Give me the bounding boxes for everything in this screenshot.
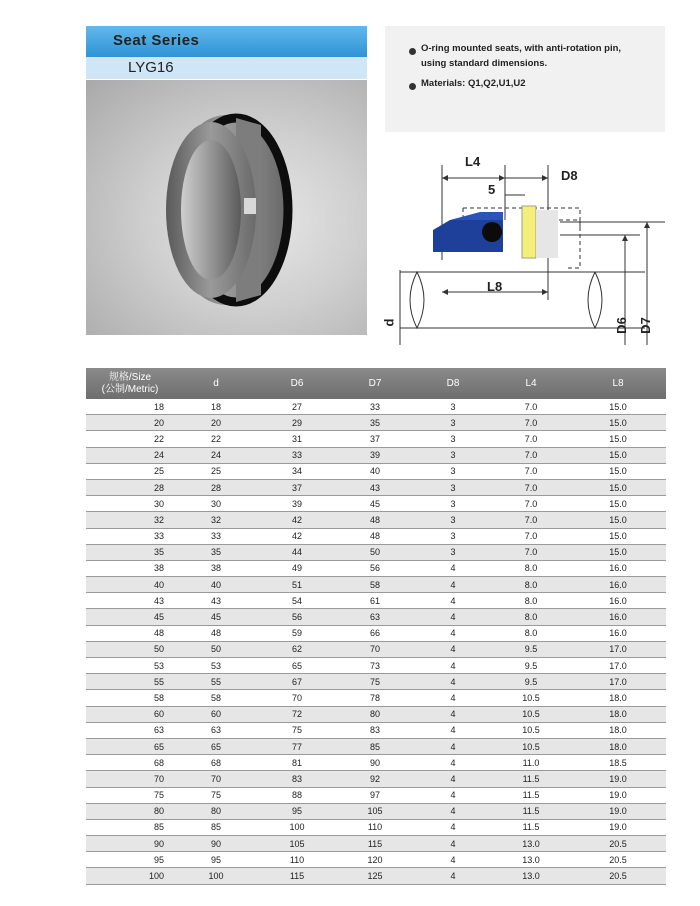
series-title: Seat Series xyxy=(113,32,200,49)
feature-line-1: O-ring mounted seats, with anti-rotation pin, xyxy=(421,43,622,54)
table-cell: 18 xyxy=(174,399,258,415)
table-cell: 67 xyxy=(258,674,336,690)
feature-panel xyxy=(385,26,665,132)
table-cell: 33 xyxy=(174,528,258,544)
header-d6: D6 xyxy=(258,368,336,399)
table-cell: 83 xyxy=(336,722,414,738)
table-cell: 48 xyxy=(86,625,174,641)
table-cell: 65 xyxy=(174,738,258,754)
table-cell: 10.5 xyxy=(492,706,570,722)
table-cell: 3 xyxy=(414,528,492,544)
seat-section-diagram xyxy=(385,140,665,345)
table-row xyxy=(86,868,666,884)
table-cell: 15.0 xyxy=(570,399,666,415)
table-cell: 75 xyxy=(86,787,174,803)
header-d: d xyxy=(174,368,258,399)
table-cell: 43 xyxy=(86,593,174,609)
table-cell: 4 xyxy=(414,658,492,674)
feature-line-2: using standard dimensions. xyxy=(421,58,548,69)
table-body xyxy=(86,399,666,884)
table-cell: 72 xyxy=(258,706,336,722)
table-cell: 54 xyxy=(258,593,336,609)
table-cell: 3 xyxy=(414,463,492,479)
table-cell: 4 xyxy=(414,593,492,609)
header-d8: D8 xyxy=(414,368,492,399)
table-row xyxy=(86,609,666,625)
table-cell: 105 xyxy=(258,836,336,852)
table-cell: 53 xyxy=(86,658,174,674)
table-cell: 40 xyxy=(86,577,174,593)
table-cell: 81 xyxy=(258,755,336,771)
table-row xyxy=(86,431,666,447)
table-cell: 48 xyxy=(336,512,414,528)
table-cell: 7.0 xyxy=(492,463,570,479)
table-cell: 19.0 xyxy=(570,787,666,803)
bullet-icon xyxy=(409,83,416,90)
bullet-icon xyxy=(409,48,416,55)
table-cell: 90 xyxy=(174,836,258,852)
label-d: d xyxy=(381,318,397,327)
table-cell: 3 xyxy=(414,399,492,415)
table-row xyxy=(86,722,666,738)
table-cell: 11.5 xyxy=(492,803,570,819)
table-cell: 35 xyxy=(86,544,174,560)
table-cell: 49 xyxy=(258,560,336,576)
table-cell: 120 xyxy=(336,852,414,868)
table-cell: 4 xyxy=(414,738,492,754)
table-cell: 7.0 xyxy=(492,528,570,544)
table-cell: 4 xyxy=(414,577,492,593)
table-cell: 3 xyxy=(414,415,492,431)
table-cell: 16.0 xyxy=(570,577,666,593)
table-cell: 8.0 xyxy=(492,593,570,609)
table-cell: 35 xyxy=(174,544,258,560)
table-cell: 15.0 xyxy=(570,528,666,544)
table-cell: 68 xyxy=(86,755,174,771)
table-cell: 3 xyxy=(414,512,492,528)
table-cell: 56 xyxy=(258,609,336,625)
model-name: LYG16 xyxy=(128,59,174,76)
table-cell: 32 xyxy=(174,512,258,528)
table-row xyxy=(86,771,666,787)
table-row xyxy=(86,544,666,560)
table-cell: 60 xyxy=(86,706,174,722)
table-cell: 70 xyxy=(336,641,414,657)
table-cell: 4 xyxy=(414,690,492,706)
table-cell: 10.5 xyxy=(492,722,570,738)
table-cell: 18.0 xyxy=(570,706,666,722)
dimension-table xyxy=(86,368,666,885)
table-row xyxy=(86,658,666,674)
table-cell: 42 xyxy=(258,528,336,544)
table-cell: 20.5 xyxy=(570,868,666,884)
table-cell: 75 xyxy=(336,674,414,690)
table-cell: 18.0 xyxy=(570,738,666,754)
table-cell: 4 xyxy=(414,706,492,722)
table-cell: 4 xyxy=(414,722,492,738)
table-cell: 28 xyxy=(174,479,258,495)
table-cell: 73 xyxy=(336,658,414,674)
table-row xyxy=(86,706,666,722)
table-cell: 92 xyxy=(336,771,414,787)
table-cell: 83 xyxy=(258,771,336,787)
table-cell: 85 xyxy=(86,819,174,835)
table-cell: 70 xyxy=(86,771,174,787)
table-cell: 50 xyxy=(86,641,174,657)
table-cell: 15.0 xyxy=(570,431,666,447)
table-cell: 4 xyxy=(414,674,492,690)
table-cell: 20 xyxy=(174,415,258,431)
table-row xyxy=(86,819,666,835)
table-cell: 13.0 xyxy=(492,868,570,884)
header-d7: D7 xyxy=(336,368,414,399)
table-cell: 30 xyxy=(86,496,174,512)
table-cell: 15.0 xyxy=(570,463,666,479)
table-cell: 15.0 xyxy=(570,496,666,512)
table-cell: 15.0 xyxy=(570,447,666,463)
table-cell: 95 xyxy=(86,852,174,868)
header-l4: L4 xyxy=(492,368,570,399)
table-cell: 4 xyxy=(414,755,492,771)
table-cell: 63 xyxy=(336,609,414,625)
table-cell: 115 xyxy=(258,868,336,884)
table-cell: 62 xyxy=(258,641,336,657)
table-cell: 48 xyxy=(174,625,258,641)
product-photo xyxy=(86,80,367,335)
technical-drawing xyxy=(381,140,665,345)
table-row xyxy=(86,528,666,544)
table-cell: 100 xyxy=(258,819,336,835)
table-cell: 40 xyxy=(336,463,414,479)
table-cell: 11.0 xyxy=(492,755,570,771)
table-cell: 3 xyxy=(414,496,492,512)
table-cell: 51 xyxy=(258,577,336,593)
table-cell: 110 xyxy=(258,852,336,868)
table-cell: 38 xyxy=(86,560,174,576)
table-cell: 11.5 xyxy=(492,771,570,787)
label-5: 5 xyxy=(488,182,496,197)
table-cell: 100 xyxy=(174,868,258,884)
table-cell: 85 xyxy=(174,819,258,835)
table-cell: 4 xyxy=(414,609,492,625)
table-cell: 16.0 xyxy=(570,625,666,641)
table-cell: 9.5 xyxy=(492,674,570,690)
table-cell: 19.0 xyxy=(570,771,666,787)
table-cell: 33 xyxy=(336,399,414,415)
table-cell: 10.5 xyxy=(492,738,570,754)
table-cell: 28 xyxy=(86,479,174,495)
table-cell: 27 xyxy=(258,399,336,415)
table-cell: 68 xyxy=(174,755,258,771)
table-cell: 7.0 xyxy=(492,447,570,463)
table-cell: 56 xyxy=(336,560,414,576)
table-cell: 3 xyxy=(414,479,492,495)
table-cell: 34 xyxy=(258,463,336,479)
table-cell: 15.0 xyxy=(570,479,666,495)
table-cell: 95 xyxy=(174,852,258,868)
table-row xyxy=(86,738,666,754)
table-cell: 4 xyxy=(414,641,492,657)
table-row xyxy=(86,625,666,641)
table-cell: 4 xyxy=(414,836,492,852)
table-cell: 16.0 xyxy=(570,609,666,625)
header-size-cn: 规格/Size xyxy=(108,371,152,383)
table-cell: 15.0 xyxy=(570,415,666,431)
table-cell: 8.0 xyxy=(492,560,570,576)
table-cell: 3 xyxy=(414,431,492,447)
table-cell: 58 xyxy=(336,577,414,593)
table-cell: 31 xyxy=(258,431,336,447)
table-row xyxy=(86,577,666,593)
table-cell: 40 xyxy=(174,577,258,593)
table-cell: 13.0 xyxy=(492,852,570,868)
table-cell: 4 xyxy=(414,803,492,819)
table-cell: 9.5 xyxy=(492,658,570,674)
table-cell: 48 xyxy=(336,528,414,544)
table-row xyxy=(86,836,666,852)
label-l8: L8 xyxy=(487,279,503,294)
table-cell: 7.0 xyxy=(492,496,570,512)
table-cell: 50 xyxy=(174,641,258,657)
table-cell: 42 xyxy=(258,512,336,528)
table-cell: 4 xyxy=(414,771,492,787)
table-cell: 95 xyxy=(258,803,336,819)
table-cell: 59 xyxy=(258,625,336,641)
table-cell: 97 xyxy=(336,787,414,803)
table-cell: 80 xyxy=(86,803,174,819)
table-cell: 58 xyxy=(174,690,258,706)
table-row xyxy=(86,447,666,463)
table-cell: 80 xyxy=(336,706,414,722)
table-cell: 78 xyxy=(336,690,414,706)
table-cell: 9.5 xyxy=(492,641,570,657)
table-cell: 8.0 xyxy=(492,609,570,625)
header-l8: L8 xyxy=(570,368,666,399)
table-cell: 4 xyxy=(414,819,492,835)
table-header-row xyxy=(86,368,666,399)
table-cell: 24 xyxy=(174,447,258,463)
table-cell: 7.0 xyxy=(492,512,570,528)
table-cell: 30 xyxy=(174,496,258,512)
table-cell: 4 xyxy=(414,625,492,641)
table-cell: 13.0 xyxy=(492,836,570,852)
table-cell: 18.0 xyxy=(570,690,666,706)
label-d7: D7 xyxy=(637,317,653,334)
label-d8: D8 xyxy=(561,168,578,183)
table-cell: 16.0 xyxy=(570,593,666,609)
table-row xyxy=(86,560,666,576)
table-cell: 7.0 xyxy=(492,415,570,431)
table-cell: 45 xyxy=(86,609,174,625)
table-cell: 80 xyxy=(174,803,258,819)
table-cell: 3 xyxy=(414,447,492,463)
table-cell: 25 xyxy=(86,463,174,479)
table-cell: 7.0 xyxy=(492,544,570,560)
table-cell: 105 xyxy=(336,803,414,819)
table-cell: 100 xyxy=(86,868,174,884)
table-row xyxy=(86,512,666,528)
table-row xyxy=(86,479,666,495)
table-cell: 70 xyxy=(174,771,258,787)
table-cell: 77 xyxy=(258,738,336,754)
table-cell: 18.5 xyxy=(570,755,666,771)
table-cell: 85 xyxy=(336,738,414,754)
table-cell: 3 xyxy=(414,544,492,560)
table-cell: 7.0 xyxy=(492,431,570,447)
table-cell: 33 xyxy=(86,528,174,544)
table-cell: 19.0 xyxy=(570,819,666,835)
table-cell: 65 xyxy=(86,738,174,754)
label-l4: L4 xyxy=(465,154,481,169)
table-cell: 8.0 xyxy=(492,625,570,641)
table-cell: 53 xyxy=(174,658,258,674)
table-cell: 37 xyxy=(336,431,414,447)
table-cell: 61 xyxy=(336,593,414,609)
table-cell: 39 xyxy=(258,496,336,512)
table-cell: 29 xyxy=(258,415,336,431)
table-cell: 20 xyxy=(86,415,174,431)
table-cell: 4 xyxy=(414,852,492,868)
table-cell: 63 xyxy=(86,722,174,738)
table-cell: 63 xyxy=(174,722,258,738)
table-row xyxy=(86,496,666,512)
table-row xyxy=(86,803,666,819)
table-cell: 33 xyxy=(258,447,336,463)
table-cell: 55 xyxy=(174,674,258,690)
table-cell: 16.0 xyxy=(570,560,666,576)
table-cell: 11.5 xyxy=(492,787,570,803)
table-cell: 4 xyxy=(414,787,492,803)
table-cell: 66 xyxy=(336,625,414,641)
table-cell: 17.0 xyxy=(570,658,666,674)
table-row xyxy=(86,641,666,657)
table-cell: 75 xyxy=(258,722,336,738)
table-cell: 75 xyxy=(174,787,258,803)
table-row xyxy=(86,593,666,609)
table-cell: 11.5 xyxy=(492,819,570,835)
table-row xyxy=(86,787,666,803)
table-cell: 18.0 xyxy=(570,722,666,738)
table-cell: 17.0 xyxy=(570,641,666,657)
table-cell: 4 xyxy=(414,868,492,884)
table-cell: 44 xyxy=(258,544,336,560)
table-cell: 38 xyxy=(174,560,258,576)
table-cell: 70 xyxy=(258,690,336,706)
materials-line: Materials: Q1,Q2,U1,U2 xyxy=(421,78,526,89)
table-row xyxy=(86,415,666,431)
table-cell: 20.5 xyxy=(570,836,666,852)
table-cell: 19.0 xyxy=(570,803,666,819)
table-cell: 22 xyxy=(174,431,258,447)
table-cell: 45 xyxy=(336,496,414,512)
table-cell: 55 xyxy=(86,674,174,690)
table-cell: 37 xyxy=(258,479,336,495)
table-cell: 43 xyxy=(174,593,258,609)
table-cell: 110 xyxy=(336,819,414,835)
table-cell: 15.0 xyxy=(570,544,666,560)
table-cell: 4 xyxy=(414,560,492,576)
seat-ring-image xyxy=(86,80,367,335)
table-cell: 125 xyxy=(336,868,414,884)
table-cell: 39 xyxy=(336,447,414,463)
table-cell: 8.0 xyxy=(492,577,570,593)
table-row xyxy=(86,463,666,479)
table-cell: 35 xyxy=(336,415,414,431)
label-d6: D6 xyxy=(613,317,629,334)
table-cell: 10.5 xyxy=(492,690,570,706)
header-size xyxy=(86,368,174,399)
table-cell: 25 xyxy=(174,463,258,479)
table-cell: 32 xyxy=(86,512,174,528)
table-cell: 17.0 xyxy=(570,674,666,690)
table-row xyxy=(86,690,666,706)
table-cell: 65 xyxy=(258,658,336,674)
table-cell: 20.5 xyxy=(570,852,666,868)
table-cell: 22 xyxy=(86,431,174,447)
table-cell: 60 xyxy=(174,706,258,722)
table-cell: 115 xyxy=(336,836,414,852)
header-size-metric: (公制/Metric) xyxy=(101,383,159,395)
dimension-table-wrap xyxy=(86,368,666,885)
table-row xyxy=(86,852,666,868)
table-cell: 88 xyxy=(258,787,336,803)
table-cell: 90 xyxy=(86,836,174,852)
table-cell: 58 xyxy=(86,690,174,706)
table-cell: 18 xyxy=(86,399,174,415)
table-cell: 50 xyxy=(336,544,414,560)
table-cell: 43 xyxy=(336,479,414,495)
table-cell: 7.0 xyxy=(492,479,570,495)
table-row xyxy=(86,755,666,771)
table-cell: 7.0 xyxy=(492,399,570,415)
table-row xyxy=(86,399,666,415)
table-cell: 15.0 xyxy=(570,512,666,528)
table-cell: 24 xyxy=(86,447,174,463)
table-cell: 90 xyxy=(336,755,414,771)
table-row xyxy=(86,674,666,690)
table-cell: 45 xyxy=(174,609,258,625)
